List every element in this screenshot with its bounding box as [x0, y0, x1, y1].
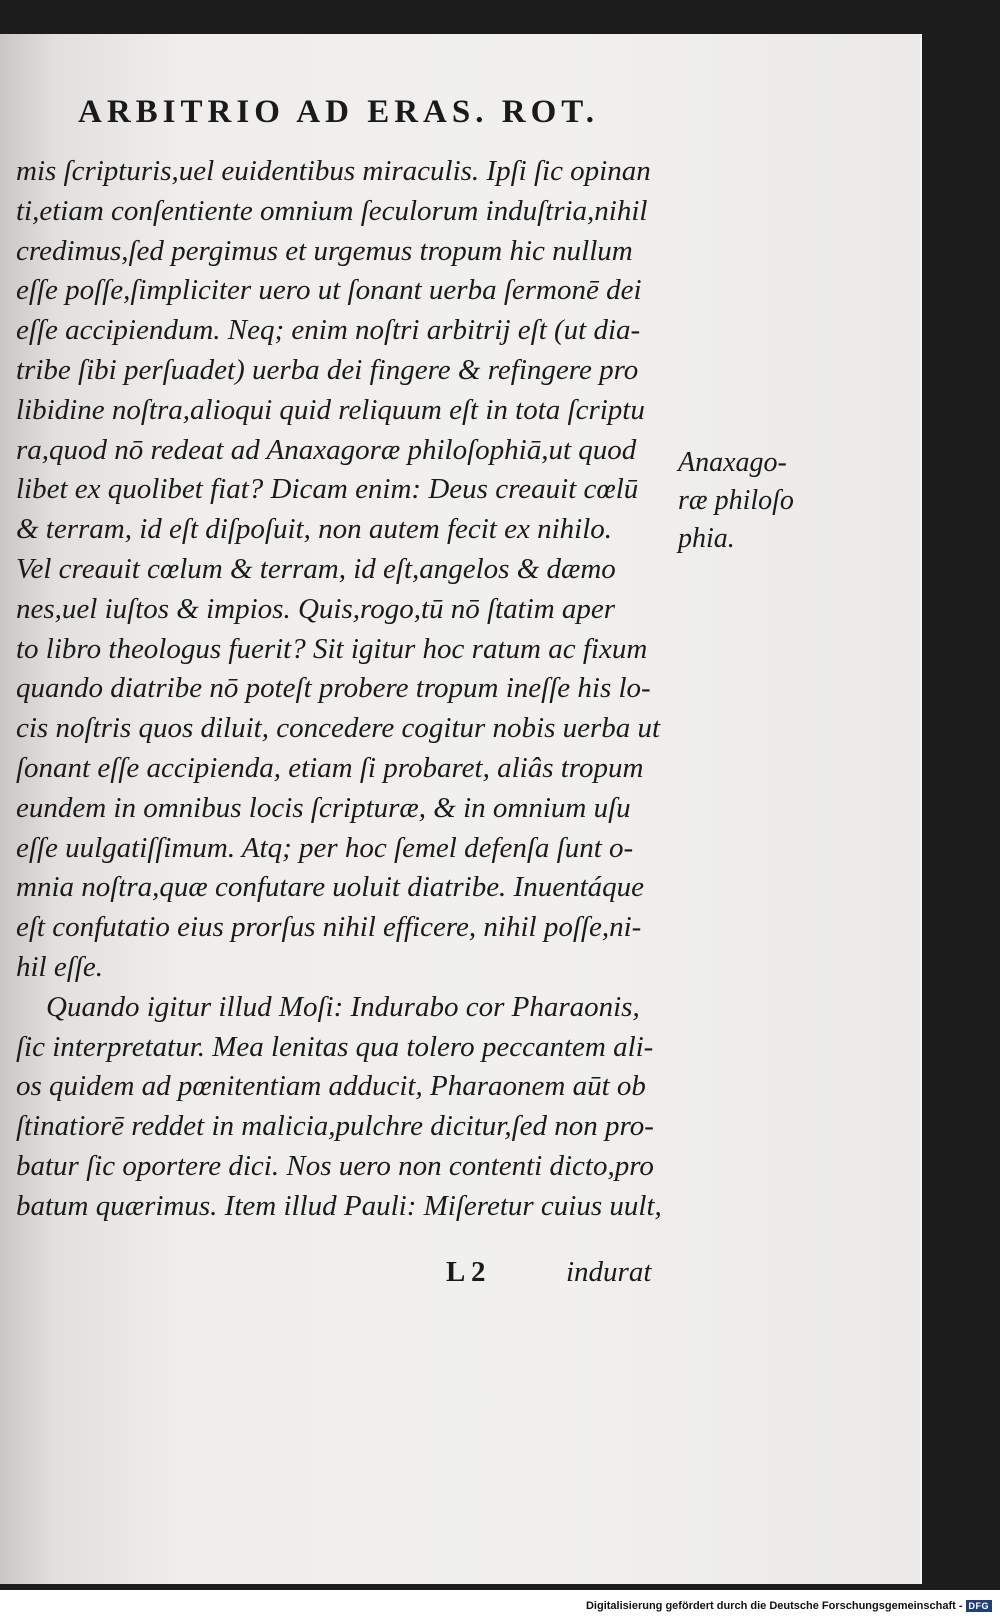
paragraph-1 [16, 152, 676, 988]
text-line: eſſe uulgatiſſimum. Atq; per hoc ſemel defenſa ſunt o- [16, 831, 634, 864]
text-line: hil eſſe. [16, 950, 103, 983]
signature-mark: L 2 [446, 1256, 486, 1288]
text-line: ti,etiam conſentiente omnium ſeculorum induſtria,nihil [16, 194, 648, 227]
text-line: credimus,ſed pergimus et urgemus tropum hic nullum [16, 234, 633, 267]
text-line: libet ex quolibet fiat? Dicam enim: Deus creauit cœlū [16, 473, 639, 506]
text-line: os quidem ad pœnitentiam adducit, Pharaonem aūt ob [16, 1070, 646, 1103]
text-line: nes,uel iuſtos & impios. Quis,rogo,tū nō ſtatim aper [16, 592, 616, 625]
text-line: ſic interpretatur. Mea lenitas qua tolero peccantem ali- [16, 1030, 654, 1063]
marginal-note-line: phia. [678, 523, 735, 554]
book-page [0, 34, 922, 1584]
text-line: Quando igitur illud Moſi: Indurabo cor Pharaonis, [46, 990, 640, 1023]
text-line: ſonant eſſe accipienda, etiam ſi probaret, aliâs tropum [16, 751, 644, 784]
text-line: libidine noſtra,alioqui quid reliquum eſt in tota ſcriptu [16, 393, 645, 426]
text-line: tribe ſibi perſuadet) uerba dei fingere & refingere pro [16, 353, 639, 386]
body-text [16, 152, 676, 1227]
marginal-note-line: Anaxago- [678, 447, 787, 478]
digitization-credit [586, 1596, 992, 1616]
text-line: eſſe poſſe,ſimpliciter uero ut ſonant uerba ſermonē dei [16, 274, 642, 307]
text-line: & terram, id eſt diſpoſuit, non autem fecit ex nihilo. [16, 513, 613, 546]
text-line: ſtinatiorē reddet in malicia,pulchre dicitur,ſed non pro- [16, 1110, 654, 1143]
text-line: quando diatribe nō poteſt probere tropum ineſſe his lo- [16, 672, 651, 705]
text-line: batum quærimus. Item illud Pauli: Miſeretur cuius uult, [16, 1189, 662, 1222]
dfg-logo: DFG [966, 1600, 993, 1612]
text-line: Vel creauit cœlum & terram, id eſt,angelos & dæmo [16, 552, 616, 585]
text-line: eſſe accipiendum. Neq; enim noſtri arbitrij eſt (ut dia- [16, 314, 641, 347]
text-line: ra,quod nō redeat ad Anaxagoræ philoſophiā,ut quod [16, 433, 637, 466]
text-line: mis ſcripturis,uel euidentibus miraculis. Ipſi ſic opinan [16, 155, 651, 187]
running-head: ARBITRIO AD ERAS. ROT. [78, 94, 600, 130]
credit-text: Digitalisierung gefördert durch die Deutsche Forschungsgemeinschaft - [585, 1600, 963, 1612]
text-line: eſt confutatio eius prorſus nihil efficere, nihil poſſe,ni- [16, 911, 642, 944]
marginal-note [678, 444, 818, 558]
text-line: batur ſic oportere dici. Nos uero non contenti dicto,pro [16, 1149, 654, 1182]
text-line: mnia noſtra,quæ confutare uoluit diatribe. Inuentáque [16, 871, 645, 904]
text-line: to libro theologus fuerit? Sit igitur hoc ratum ac fixum [16, 632, 648, 665]
paragraph-2 [16, 988, 676, 1227]
marginal-note-line: ræ philoſo [678, 485, 794, 516]
text-line: cis noſtris quos diluit, concedere cogitur nobis uerba ut [16, 712, 661, 745]
text-line: eundem in omnibus locis ſcripturæ, & in omnium uſu [16, 791, 631, 824]
catchword: indurat [566, 1256, 652, 1288]
